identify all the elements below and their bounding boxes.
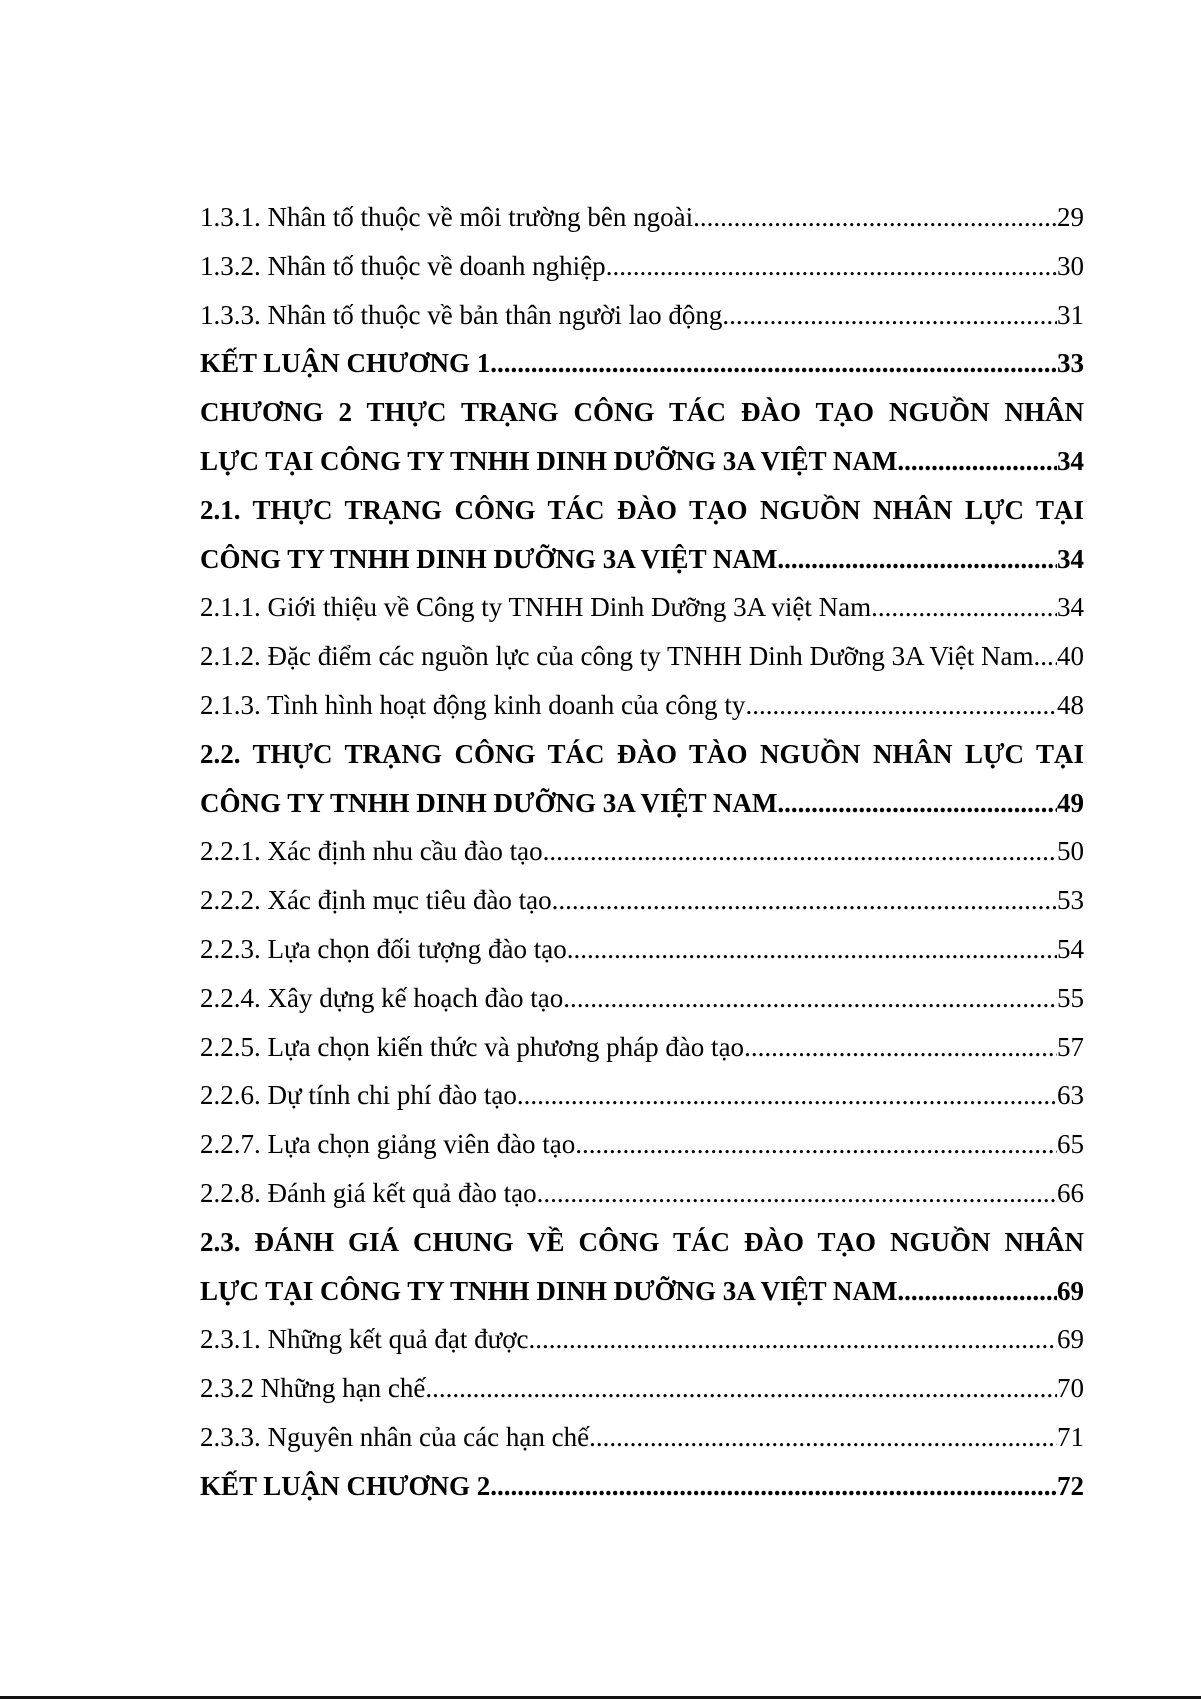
toc-entry-line2	[200, 779, 1084, 828]
toc-entry-page: 72	[1057, 1470, 1084, 1501]
toc-entry-page: 49	[1057, 787, 1084, 818]
toc-entry-title: 2.2.1. Xác định nhu cầu đào tạo	[200, 836, 543, 867]
dot-leader	[517, 1071, 1057, 1120]
toc-entry-2-1-2[interactable]	[200, 632, 1084, 681]
toc-entry-page: 30	[1057, 250, 1084, 281]
toc-entry-title: 2.2.7. Lựa chọn giảng viên đào tạo	[200, 1129, 576, 1160]
dot-leader	[490, 339, 1057, 388]
dot-leader	[567, 925, 1057, 974]
toc-entry-title: 2.3.1. Những kết quả đạt được	[200, 1324, 529, 1355]
toc-entry-title: KẾT LUẬN CHƯƠNG 2	[200, 1470, 491, 1501]
toc-entry-page: 70	[1057, 1373, 1084, 1404]
toc-entry-2-3-2[interactable]	[200, 1364, 1084, 1413]
toc-entry-line2	[200, 1267, 1084, 1316]
dot-leader	[897, 1267, 1057, 1316]
toc-entry-page: 55	[1057, 982, 1084, 1013]
toc-entry-title: 2.3.2 Những hạn chế	[200, 1373, 426, 1404]
dot-leader	[1034, 632, 1057, 681]
dot-leader	[563, 974, 1057, 1023]
toc-entry-title: 2.2.2. Xác định mục tiêu đào tạo	[200, 885, 552, 916]
toc-entry-page: 31	[1057, 299, 1084, 330]
dot-leader	[575, 1120, 1057, 1169]
toc-entry-2-1-1[interactable]	[200, 583, 1084, 632]
dot-leader	[528, 1315, 1057, 1364]
toc-entry-ket-luan-chuong-1[interactable]	[200, 339, 1084, 388]
dot-leader	[543, 827, 1057, 876]
toc-entry-page: 34	[1057, 445, 1084, 476]
toc-entry-page: 69	[1057, 1275, 1084, 1306]
toc-entry-title: 2.2.8. Đánh giá kết quả đào tạo	[200, 1177, 537, 1208]
toc-entry-title: 2.1.1. Giới thiệu về Công ty TNHH Dinh Dưỡng 3A việt Nam	[200, 592, 872, 623]
dot-leader	[744, 1023, 1057, 1072]
toc-entry-chuong-2[interactable]	[200, 388, 1084, 486]
toc-entry-page: 66	[1057, 1177, 1084, 1208]
table-of-contents	[200, 193, 1084, 1511]
toc-entry-line2	[200, 437, 1084, 486]
toc-entry-2-2-4[interactable]	[200, 974, 1084, 1023]
toc-entry-title-line2: CÔNG TY TNHH DINH DƯỠNG 3A VIỆT NAM	[200, 787, 778, 818]
toc-entry-2-2-5[interactable]	[200, 1023, 1084, 1072]
toc-entry-2-2-3[interactable]	[200, 925, 1084, 974]
toc-entry-title-line2: CÔNG TY TNHH DINH DƯỠNG 3A VIỆT NAM	[200, 543, 778, 574]
toc-entry-2-1-3[interactable]	[200, 681, 1084, 730]
toc-entry-title: 2.2.5. Lựa chọn kiến thức và phương pháp đào tạo	[200, 1031, 745, 1062]
toc-entry-page: 48	[1057, 689, 1084, 720]
toc-entry-title: 2.2.3. Lựa chọn đối tượng đào tạo	[200, 933, 567, 964]
toc-entry-title: 2.1.3. Tình hình hoạt động kinh doanh của công ty	[200, 689, 746, 720]
toc-entry-2-2-2[interactable]	[200, 876, 1084, 925]
toc-entry-title: 1.3.3. Nhân tố thuộc về bản thân người lao động	[200, 299, 723, 330]
dot-leader	[552, 876, 1057, 925]
dot-leader	[777, 535, 1057, 584]
toc-entry-page: 33	[1057, 348, 1084, 379]
toc-entry-title-line1: 2.3. ĐÁNH GIÁ CHUNG VỀ CÔNG TÁC ĐÀO TẠO NGUỒN NHÂN	[200, 1226, 1084, 1257]
dot-leader	[871, 583, 1057, 632]
dot-leader	[537, 1169, 1057, 1218]
dot-leader	[490, 1462, 1057, 1511]
toc-entry-page: 50	[1057, 836, 1084, 867]
toc-entry-1-3-2[interactable]	[200, 242, 1084, 291]
toc-entry-page: 57	[1057, 1031, 1084, 1062]
dot-leader	[745, 681, 1057, 730]
toc-entry-2-1[interactable]	[200, 486, 1084, 584]
toc-entry-title: 2.2.4. Xây dựng kế hoạch đào tạo	[200, 982, 564, 1013]
toc-entry-1-3-1[interactable]	[200, 193, 1084, 242]
toc-entry-ket-luan-chuong-2[interactable]	[200, 1462, 1084, 1511]
toc-entry-line2	[200, 535, 1084, 584]
dot-leader	[425, 1364, 1057, 1413]
toc-entry-1-3-3[interactable]	[200, 291, 1084, 340]
dot-leader	[722, 291, 1057, 340]
toc-entry-title: 2.3.3. Nguyên nhân của các hạn chế	[200, 1421, 590, 1452]
toc-entry-title: KẾT LUẬN CHƯƠNG 1	[200, 348, 491, 379]
toc-entry-page: 54	[1057, 933, 1084, 964]
dot-leader	[777, 779, 1057, 828]
dot-leader	[589, 1413, 1057, 1462]
toc-entry-page: 34	[1057, 543, 1084, 574]
toc-entry-title: 1.3.2. Nhân tố thuộc về doanh nghiệp	[200, 250, 606, 281]
toc-entry-title-line1: 2.1. THỰC TRẠNG CÔNG TÁC ĐÀO TẠO NGUỒN NHÂN LỰC TẠI	[200, 494, 1084, 525]
toc-entry-2-2[interactable]	[200, 730, 1084, 828]
toc-entry-title-line2: LỰC TẠI CÔNG TY TNHH DINH DƯỠNG 3A VIỆT NAM	[200, 445, 898, 476]
toc-entry-title-line2: LỰC TẠI CÔNG TY TNHH DINH DƯỠNG 3A VIỆT NAM	[200, 1275, 898, 1306]
toc-entry-page: 29	[1057, 202, 1084, 232]
toc-entry-title-line1: 2.2. THỰC TRẠNG CÔNG TÁC ĐÀO TÀO NGUỒN NHÂN LỰC TẠI	[200, 738, 1084, 769]
toc-entry-2-2-6[interactable]	[200, 1071, 1084, 1120]
toc-entry-2-3[interactable]	[200, 1218, 1084, 1316]
toc-entry-page: 53	[1057, 885, 1084, 916]
toc-entry-title-line1: CHƯƠNG 2 THỰC TRẠNG CÔNG TÁC ĐÀO TẠO NGUỒN NHÂN	[200, 397, 1084, 428]
toc-entry-title: 2.2.6. Dự tính chi phí đào tạo	[200, 1080, 517, 1111]
toc-entry-title: 2.1.2. Đặc điểm các nguồn lực của công ty TNHH Dinh Dưỡng 3A Việt Nam	[200, 641, 1034, 672]
toc-entry-title: 1.3.1. Nhân tố thuộc về môi trường bên ngoài	[200, 202, 694, 232]
toc-entry-2-2-1[interactable]	[200, 827, 1084, 876]
dot-leader	[693, 193, 1057, 242]
toc-entry-page: 71	[1057, 1421, 1084, 1452]
toc-entry-page: 69	[1057, 1324, 1084, 1355]
toc-entry-page: 63	[1057, 1080, 1084, 1111]
dot-leader	[606, 242, 1057, 291]
toc-entry-2-3-3[interactable]	[200, 1413, 1084, 1462]
toc-entry-page: 34	[1057, 592, 1084, 623]
toc-entry-2-2-7[interactable]	[200, 1120, 1084, 1169]
toc-entry-2-2-8[interactable]	[200, 1169, 1084, 1218]
toc-entry-page: 40	[1057, 641, 1084, 672]
toc-entry-page: 65	[1057, 1129, 1084, 1160]
toc-entry-2-3-1[interactable]	[200, 1315, 1084, 1364]
dot-leader	[897, 437, 1057, 486]
